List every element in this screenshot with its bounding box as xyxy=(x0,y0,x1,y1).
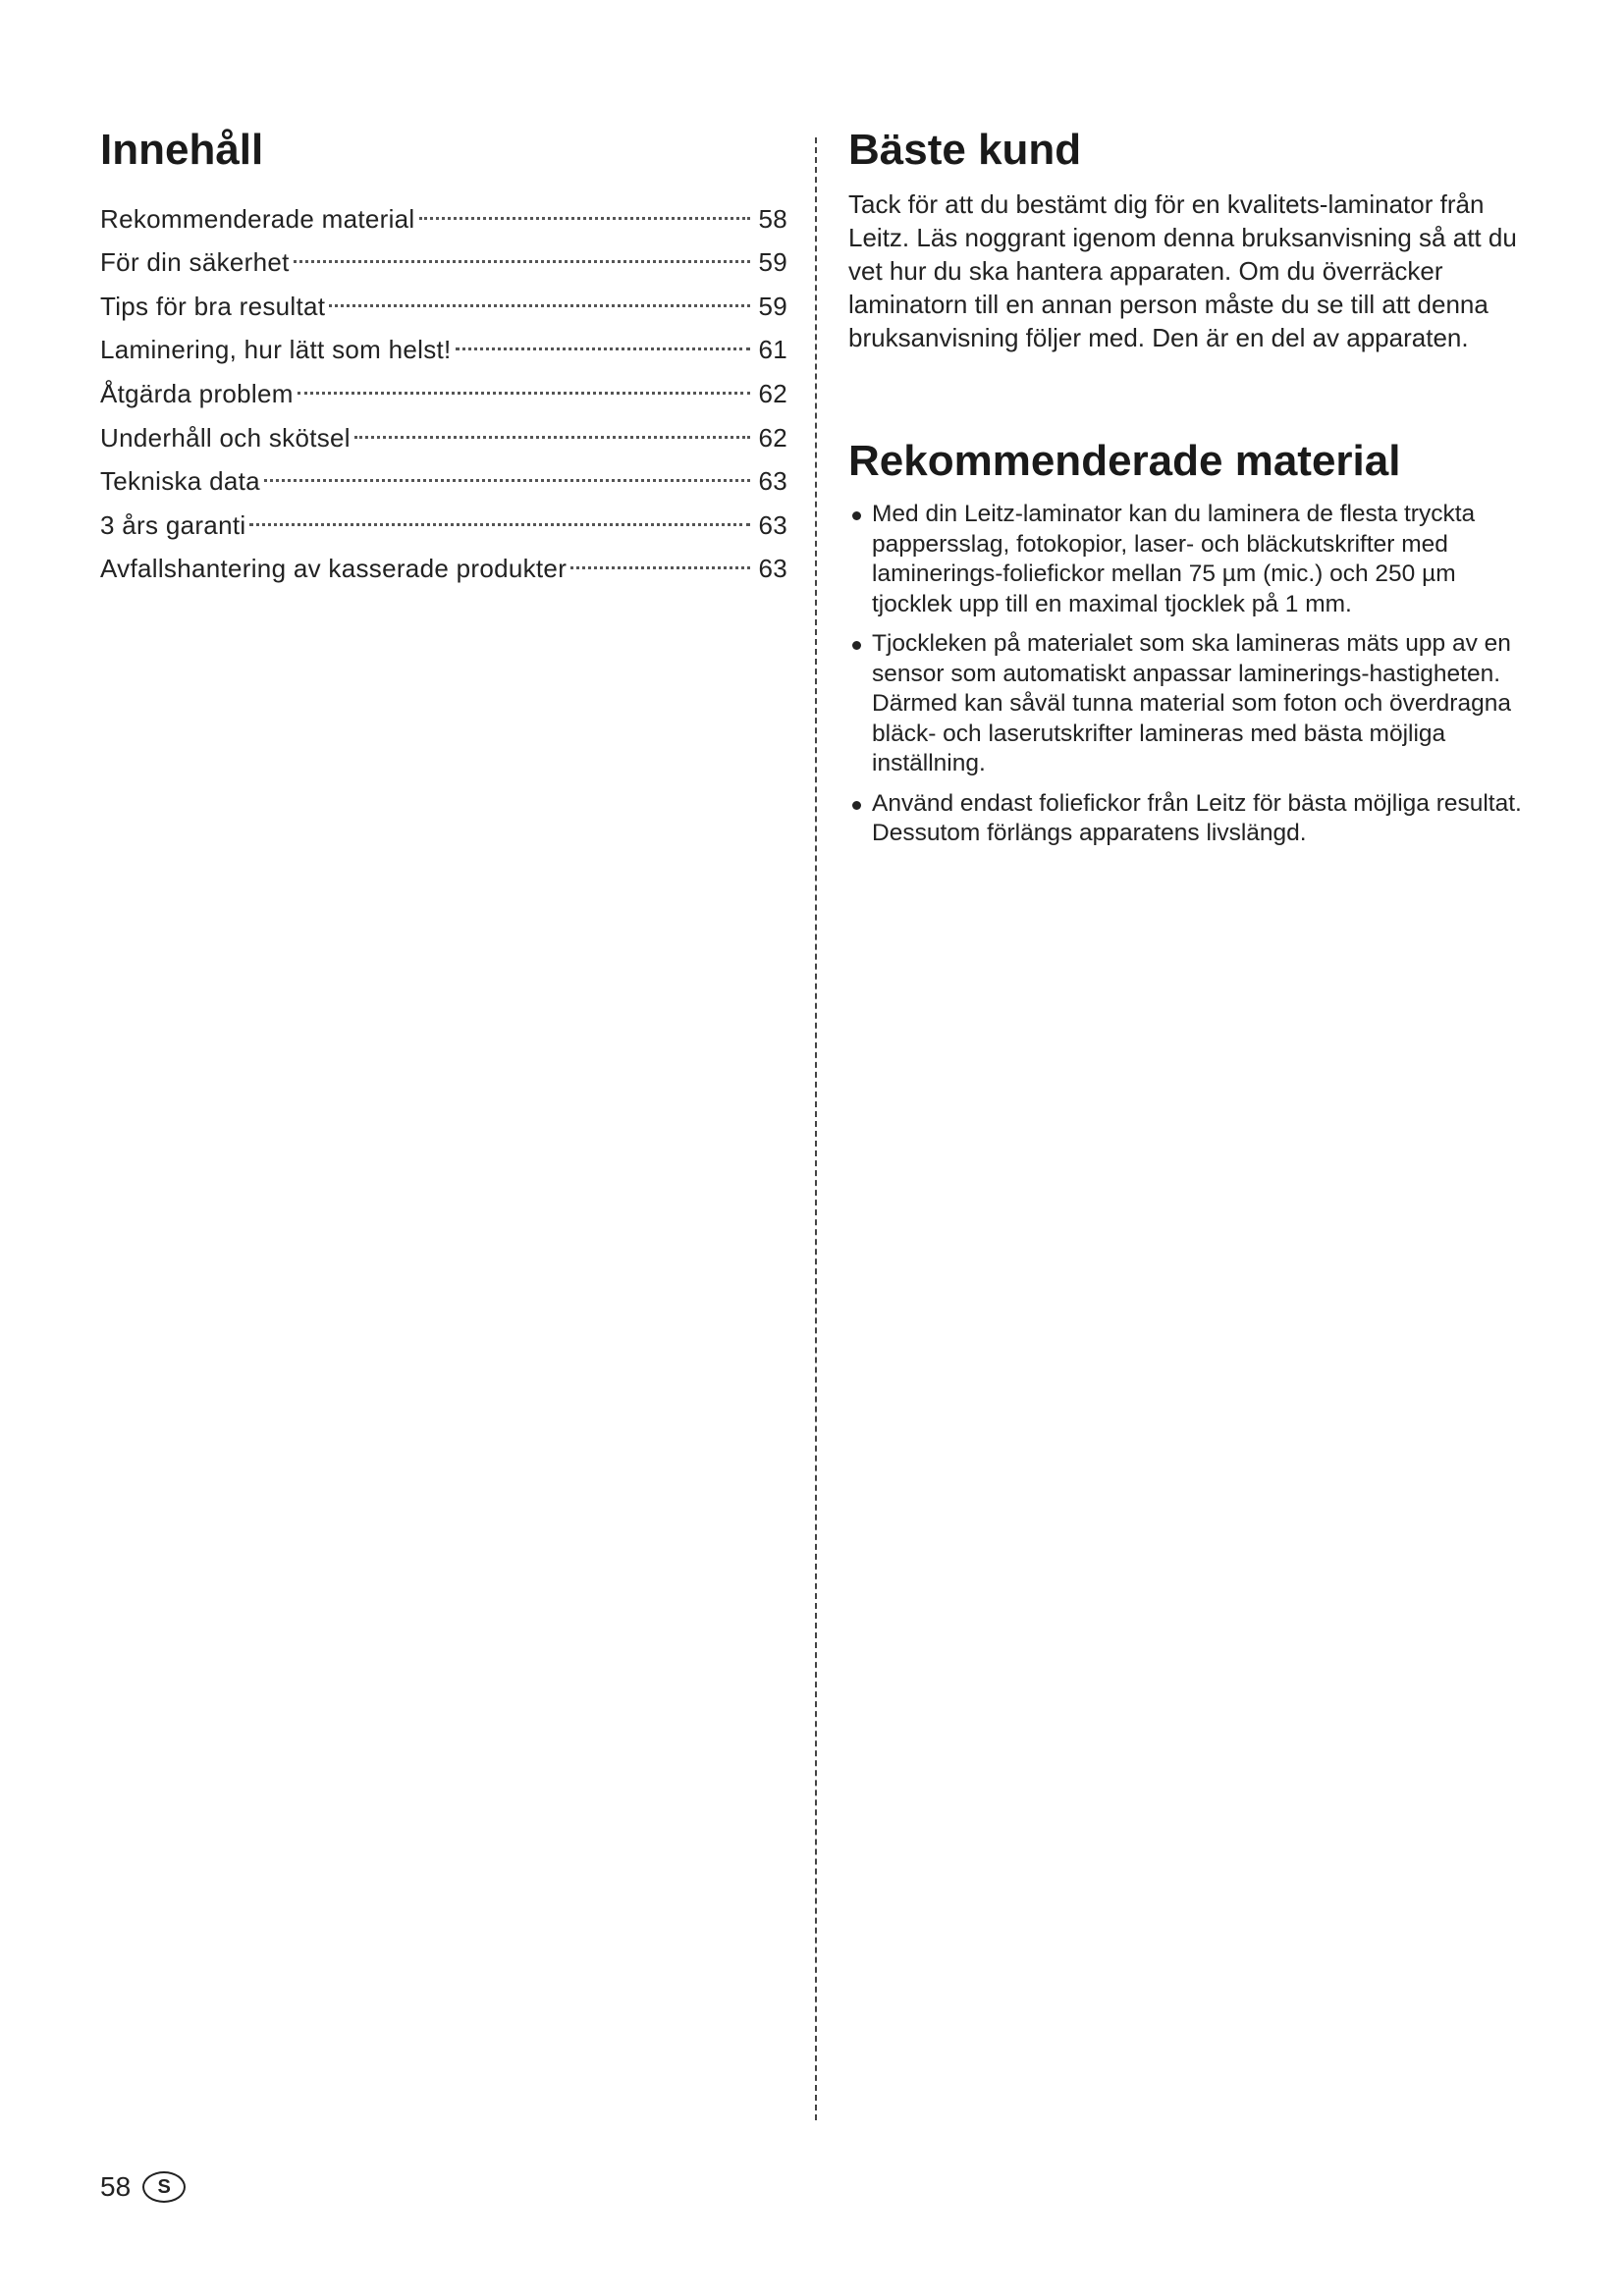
column-divider xyxy=(815,137,817,2120)
language-badge: S xyxy=(142,2171,186,2203)
toc-entry-page: 62 xyxy=(758,378,787,408)
toc-entry-page: 62 xyxy=(758,422,787,453)
intro-heading: Bäste kund xyxy=(848,126,1082,174)
toc-entry-label: Tips för bra resultat xyxy=(100,291,326,321)
bullet-text: Med din Leitz-laminator kan du laminera de flesta tryckta pappersslag, fotokopior, laser- och bläckutskrifter med laminerings-foliefickor mellan 75 µm (mic.) och 250 µm tjocklek upp till en maximal tjocklek på 1 mm. xyxy=(872,501,1476,617)
bullet-text: Använd endast foliefickor från Leitz för bästa möjliga resultat. Dessutom förlängs apparatens livslängd. xyxy=(872,789,1522,847)
toc-entry-page: 63 xyxy=(758,466,787,497)
list-item xyxy=(848,629,1536,779)
toc-entry xyxy=(100,372,787,416)
toc-dot-leader xyxy=(264,479,750,482)
content-column xyxy=(848,126,1536,859)
toc-entry xyxy=(100,240,787,285)
page-number: 58 xyxy=(100,2171,132,2202)
toc-entry-page: 63 xyxy=(758,554,787,584)
toc-dot-leader xyxy=(298,392,750,395)
toc-entry-page: 61 xyxy=(758,335,787,365)
page-footer xyxy=(100,2171,186,2203)
toc-entry xyxy=(100,459,787,504)
toc-entry xyxy=(100,416,787,460)
toc-entry-label: Rekommenderade material xyxy=(100,203,415,234)
list-item xyxy=(848,500,1536,619)
bullet-icon xyxy=(848,500,872,530)
toc-entry-page: 63 xyxy=(758,509,787,540)
toc-entry-page: 59 xyxy=(758,247,787,278)
toc-dot-leader xyxy=(249,523,750,526)
toc-entry xyxy=(100,197,787,241)
materials-bullet-list xyxy=(848,500,1536,849)
bullet-icon xyxy=(848,789,872,820)
toc-dot-leader xyxy=(294,260,750,263)
toc-entry-label: Tekniska data xyxy=(100,466,260,497)
list-item xyxy=(848,789,1536,849)
toc-dot-leader xyxy=(329,304,750,307)
toc-entry-label: Avfallshantering av kasserade produkter xyxy=(100,554,568,584)
toc-dot-leader xyxy=(570,566,750,569)
toc-entry xyxy=(100,504,787,548)
toc-entry xyxy=(100,285,787,329)
toc-entry-label: Laminering, hur lätt som helst! xyxy=(100,335,452,365)
toc-entry-page: 58 xyxy=(758,203,787,234)
toc-dot-leader xyxy=(354,436,750,439)
toc-entry xyxy=(100,547,787,591)
toc-dot-leader xyxy=(419,217,751,220)
toc-dot-leader xyxy=(456,347,750,350)
toc-title: Innehåll xyxy=(100,126,264,174)
toc-entry-label: Åtgärda problem xyxy=(100,378,294,408)
table-of-contents xyxy=(100,126,787,591)
bullet-icon xyxy=(848,629,872,660)
intro-paragraph: Tack för att du bestämt dig för en kvalitets-laminator från Leitz. Läs noggrant igenom denna bruksanvisning så att du vet hur du ska hantera apparaten. Om du överräcker laminatorn till en annan person måste du se till att denna bruksanvisning följer med. Den är en del av apparaten. xyxy=(848,188,1517,352)
toc-entry xyxy=(100,328,787,372)
toc-entry-label: För din säkerhet xyxy=(100,247,290,278)
toc-entry-label: 3 års garanti xyxy=(100,509,246,540)
toc-entry-page: 59 xyxy=(758,291,787,321)
toc-entry-label: Underhåll och skötsel xyxy=(100,422,351,453)
materials-heading: Rekommenderade material xyxy=(848,436,1401,485)
bullet-text: Tjockleken på materialet som ska lamineras mäts upp av en sensor som automatiskt anpassar laminerings-hastigheten. Därmed kan såväl tunna material som foton och överdragna bläck- och laserutskrifter lamineras med bästa möjliga inställning. xyxy=(872,630,1511,777)
toc-list xyxy=(100,197,787,591)
